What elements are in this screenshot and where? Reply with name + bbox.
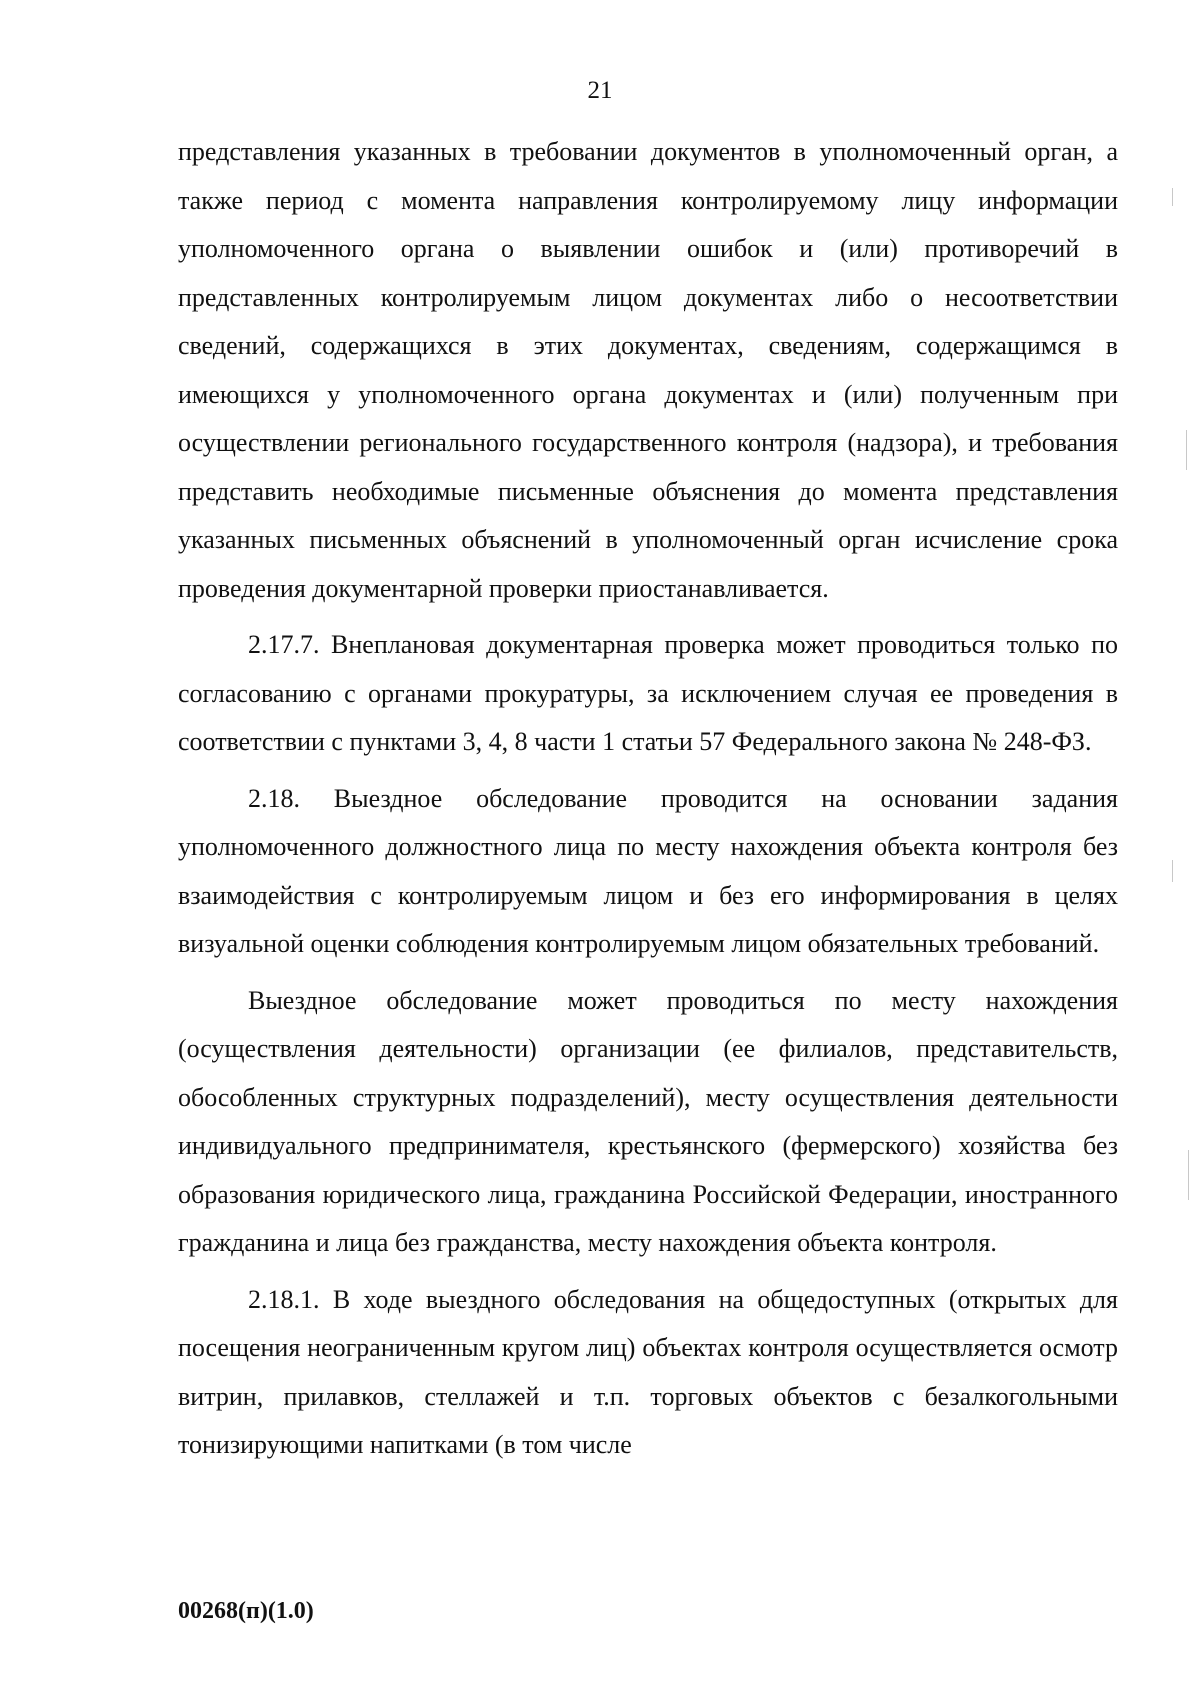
scan-artifact (1172, 860, 1173, 882)
paragraph-2-18: 2.18. Выездное обследование проводится на основании задания уполномоченного должностного лица по месту нахождения объекта контроля без взаимодействия с контролируемым лицом и без его информирования в целях визуальной оценки соблюдения контролируемым лицом обязательных требований. (178, 783, 1118, 958)
scan-artifact (1188, 1150, 1189, 1200)
paragraph-continued: представления указанных в требовании документов в уполномоченный орган, а также период с момента направления контролируемому лицу информации уполномоченного органа о выявлении ошибок и (или) противоречий в представленных контролируемым лицом документах либо о несоответствии сведений, содержащихся в этих документах, сведениям, содержащимся в имеющихся у уполномоченного органа документах и (или) полученным при осуществлении регионального государственного контроля (надзора), и требования представить необходимые письменные объяснения до момента представления указанных письменных объяснений в уполномоченный орган исчисление срока проведения документарной проверки приостанавливается. (178, 137, 1118, 603)
page-number: 21 (587, 77, 613, 104)
paragraph-2-18-1: 2.18.1. В ходе выездного обследования на общедоступных (открытых для посещения неограниченным кругом лиц) объектах контроля осуществляется осмотр витрин, прилавков, стеллажей и т.п. торговых объектов с безалкогольными тонизирующими напитками (в том числе (178, 1284, 1118, 1459)
paragraph-field-inspection-locations: Выездное обследование может проводиться по месту нахождения (осуществления деятельности) организации (ее филиалов, представительств, обособленных структурных подразделений), месту осуществления деятельности индивидуального предпринимателя, крестьянского (фермерского) хозяйства без образования юридического лица, гражданина Российской Федерации, иностранного гражданина и лица без гражданства, месту нахождения объекта контроля. (178, 985, 1118, 1257)
document-code: 00268(п)(1.0) (178, 1598, 314, 1624)
document-body (178, 128, 1118, 1478)
scan-artifact (1186, 430, 1187, 470)
paragraph-2-17-7: 2.17.7. Внеплановая документарная проверка может проводиться только по согласованию с органами прокуратуры, за исключением случая ее проведения в соответствии с пунктами 3, 4, 8 части 1 статьи 57 Федерального закона № 248-ФЗ. (178, 630, 1118, 756)
scan-artifact (1172, 188, 1173, 206)
